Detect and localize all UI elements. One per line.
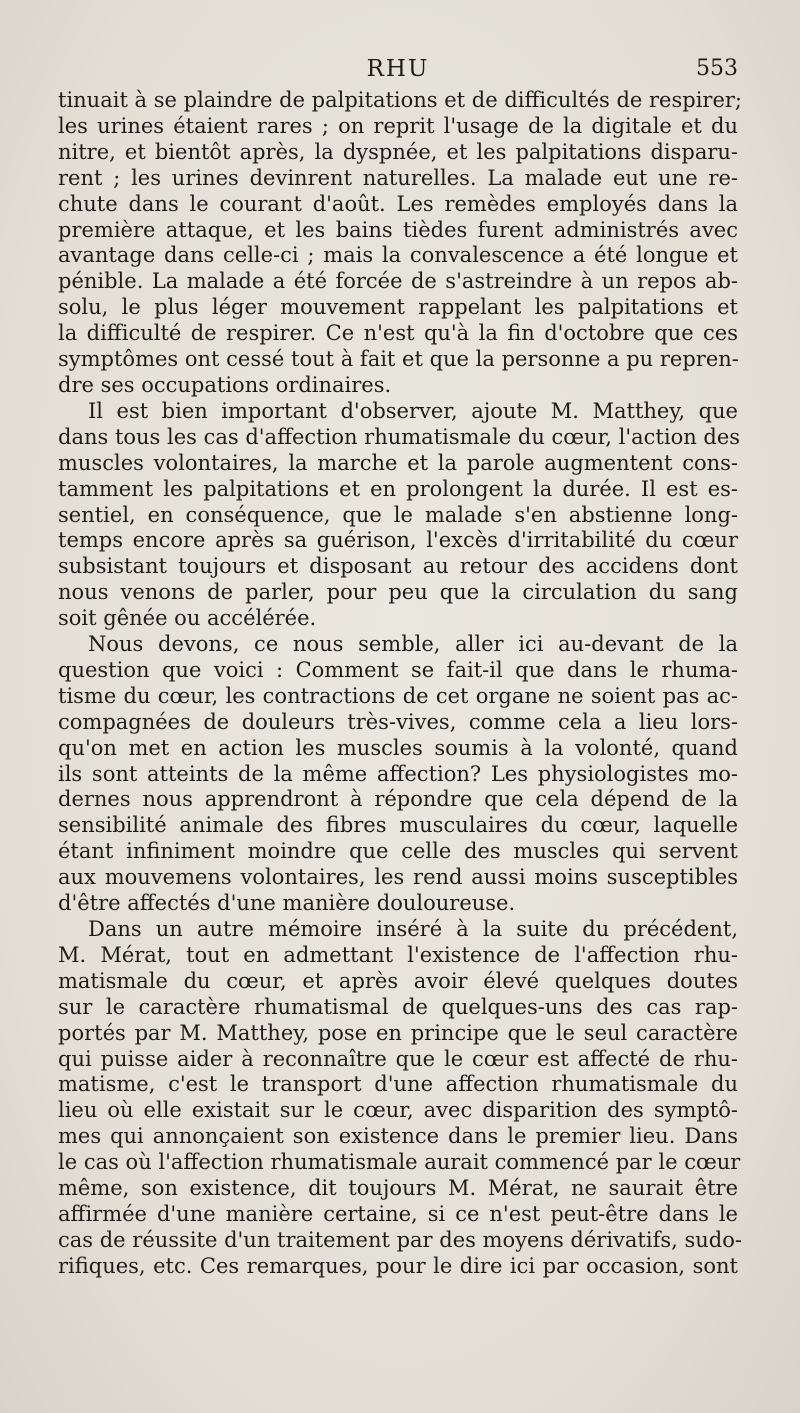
page-number: 553 [696, 56, 738, 81]
text-line: les urines étaient rares ; on reprit l'usage de la digitale et du [58, 113, 738, 138]
text-line: tisme du cœur, les contractions de cet organe ne soient pas ac- [58, 683, 738, 708]
text-line: subsistant toujours et disposant au retour des accidens dont [58, 554, 738, 579]
paragraph-first-line: Il est bien important d'observer, ajoute M. Matthey, que [88, 398, 738, 423]
body-text [58, 88, 742, 1280]
text-line: rent ; les urines devinrent naturelles. La malade eut une re- [58, 165, 738, 190]
text-line: lieu où elle existait sur le cœur, avec disparition des symptô- [58, 1098, 738, 1123]
text-line: avantage dans celle-ci ; mais la convalescence a été longue et [58, 243, 738, 268]
text-line: compagnées de douleurs très-vives, comme cela a lieu lors- [58, 709, 738, 734]
text-line: même, son existence, dit toujours M. Mérat, ne saurait être [58, 1176, 738, 1201]
text-line: temps encore après sa guérison, l'excès d'irritabilité du cœur [58, 528, 738, 553]
text-line: tamment les palpitations et en prolongent la durée. Il est es- [58, 476, 738, 501]
text-line: tinuait à se plaindre de palpitations et de difficultés de respirer; [58, 88, 742, 112]
text-line: matismale du cœur, et après avoir élevé quelques doutes [58, 968, 738, 993]
running-head: RHU [366, 56, 430, 82]
text-line: soit gênée ou accélérée. [58, 606, 317, 631]
text-line: d'être affectés d'une manière douloureuse. [58, 891, 516, 916]
text-line: nous venons de parler, pour peu que la circulation du sang [58, 580, 738, 605]
text-line: sur le caractère rhumatismal de quelques-uns des cas rap- [58, 994, 738, 1019]
text-line: dernes nous apprendront à répondre que cela dépend de la [58, 787, 738, 812]
text-line: étant infiniment moindre que celle des muscles qui servent [58, 839, 738, 864]
page-header [58, 56, 738, 88]
text-line: sentiel, en conséquence, que le malade s'en abstienne long- [58, 502, 738, 527]
text-line: mes qui annonçaient son existence dans le premier lieu. Dans [58, 1124, 738, 1149]
text-line: la difficulté de respirer. Ce n'est qu'à la fin d'octobre que ces [58, 321, 738, 346]
text-line: chute dans le courant d'août. Les remèdes employés dans la [58, 191, 738, 216]
text-line: première attaque, et les bains tièdes furent administrés avec [58, 217, 738, 242]
text-line: solu, le plus léger mouvement rappelant les palpitations et [58, 295, 738, 320]
paragraph-first-line: Dans un autre mémoire inséré à la suite du précédent, [88, 917, 738, 941]
text-line: matisme, c'est le transport d'une affection rhumatismale du [58, 1072, 738, 1097]
text-line: pénible. La malade a été forcée de s'astreindre à un repos ab- [58, 269, 738, 294]
text-line: le cas où l'affection rhumatismale aurait commencé par le cœur [58, 1150, 741, 1175]
text-line: ils sont atteints de la même affection? Les physiologistes mo- [58, 761, 738, 786]
text-line: dans tous les cas d'affection rhumatismale du cœur, l'action des [58, 424, 741, 449]
text-line: cas de réussite d'un traitement par des moyens dérivatifs, sudo- [58, 1227, 742, 1252]
text-line: rifiques, etc. Ces remarques, pour le dire ici par occasion, sont [58, 1253, 738, 1278]
text-line: sensibilité animale des fibres musculaires du cœur, laquelle [58, 813, 738, 838]
text-line: affirmée d'une manière certaine, si ce n'est peut-être dans le [58, 1201, 738, 1226]
text-line: M. Mérat, tout en admettant l'existence de l'affection rhu- [58, 942, 738, 967]
text-line: nitre, et bientôt après, la dyspnée, et les palpitations disparu- [58, 139, 738, 164]
text-line: dre ses occupations ordinaires. [58, 372, 392, 397]
text-line: aux mouvemens volontaires, les rend aussi moins susceptibles [58, 865, 738, 890]
paragraph-first-line: Nous devons, ce nous semble, aller ici au-devant de la [88, 632, 738, 657]
text-line: muscles volontaires, la marche et la parole augmentent cons- [58, 450, 738, 475]
text-line: qui puisse aider à reconnaître que le cœur est affecté de rhu- [58, 1046, 738, 1071]
text-line: question que voici : Comment se fait-il que dans le rhuma- [58, 657, 738, 682]
text-line: qu'on met en action les muscles soumis à la volonté, quand [58, 735, 738, 760]
text-line: portés par M. Matthey, pose en principe que le seul caractère [58, 1020, 738, 1045]
text-line: symptômes ont cessé tout à fait et que la personne a pu repren- [58, 347, 739, 372]
